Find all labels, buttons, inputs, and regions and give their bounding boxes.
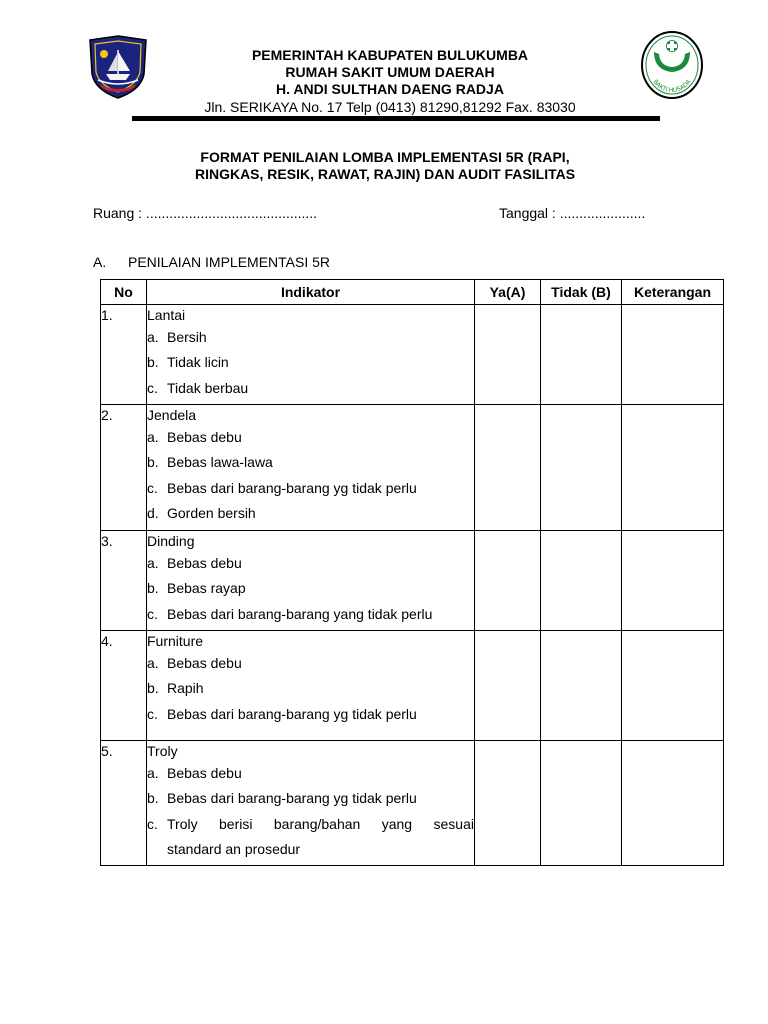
form-title-line-1: FORMAT PENILAIAN LOMBA IMPLEMENTASI 5R (RAPI, xyxy=(200,149,570,165)
hospital-name: H. ANDI SULTHAN DAENG RADJA xyxy=(276,81,504,97)
criterion-item: c. Tidak berbau xyxy=(147,379,249,396)
criterion-item: d. Gorden bersih xyxy=(147,504,256,521)
row-number: 3. xyxy=(101,531,147,631)
hospital-address: Jln. SERIKAYA No. 17 Telp (0413) 81290,81292 Fax. 83030 xyxy=(204,99,576,115)
form-title-line-2: RINGKAS, RESIK, RAWAT, RAJIN) DAN AUDIT FASILITAS xyxy=(194,166,576,182)
emblem-text: BAKTI HUSADA xyxy=(651,78,693,95)
criterion-item: a. Bebas debu xyxy=(147,765,242,781)
row-number: 2. xyxy=(101,405,147,531)
row-number: 1. xyxy=(101,305,147,405)
table-header-row xyxy=(101,280,724,305)
indicator-title: Jendela xyxy=(147,407,197,423)
indicator-title: Troly xyxy=(147,743,178,759)
header-keterangan: Keterangan xyxy=(622,280,724,305)
keterangan-cell[interactable] xyxy=(622,531,724,631)
indicator-title: Lantai xyxy=(147,307,186,323)
header-ya: Ya(A) xyxy=(475,280,541,305)
criterion-item: c. Bebas dari barang-barang yang tidak perlu xyxy=(147,605,433,622)
keterangan-cell[interactable] xyxy=(622,741,724,866)
form-title xyxy=(120,149,650,183)
indicator-cell xyxy=(147,531,475,631)
header-no: No xyxy=(101,280,147,305)
criterion-item: b. Bebas rayap xyxy=(147,580,246,597)
criterion-item: a. Bebas debu xyxy=(147,655,242,671)
keterangan-cell[interactable] xyxy=(622,631,724,741)
keterangan-cell[interactable] xyxy=(622,405,724,531)
row-number: 5. xyxy=(101,741,147,866)
criterion-item: c. Bebas dari barang-barang yg tidak perlu xyxy=(147,705,417,722)
criterion-item: b. Rapih xyxy=(147,680,204,697)
letterhead-divider xyxy=(132,116,660,121)
ya-cell[interactable] xyxy=(475,305,541,405)
indicator-cell xyxy=(147,405,475,531)
tidak-cell[interactable] xyxy=(541,631,622,741)
criterion-item: a. Bebas debu xyxy=(147,429,242,445)
header-indikator: Indikator xyxy=(147,280,475,305)
header-tidak: Tidak (B) xyxy=(541,280,622,305)
criterion-item: b. Tidak licin xyxy=(147,354,229,371)
criterion-item: a. Bebas debu xyxy=(147,555,242,571)
tanggal-field: Tanggal : ...................... xyxy=(499,205,646,221)
criterion-item: c. Bebas dari barang-barang yg tidak perlu xyxy=(147,479,417,496)
indicator-title: Furniture xyxy=(147,633,204,649)
indicator-cell xyxy=(147,305,475,405)
row-number: 4. xyxy=(101,631,147,741)
table-row xyxy=(101,405,724,531)
tidak-cell[interactable] xyxy=(541,305,622,405)
indicator-title: Dinding xyxy=(147,533,195,549)
table-row xyxy=(101,631,724,741)
criterion-item: b. Bebas lawa-lawa xyxy=(147,454,273,471)
ya-cell[interactable] xyxy=(475,631,541,741)
section-title: PENILAIAN IMPLEMENTASI 5R xyxy=(128,254,331,270)
ya-cell[interactable] xyxy=(475,531,541,631)
criterion-item: c. Troly berisi barang/bahan yang sesuai xyxy=(147,815,474,832)
tidak-cell[interactable] xyxy=(541,405,622,531)
assessment-table xyxy=(100,279,724,866)
criterion-continuation: standard an prosedur xyxy=(167,840,301,857)
tidak-cell[interactable] xyxy=(541,741,622,866)
letterhead-text xyxy=(130,47,650,116)
bakti-husada-emblem-icon xyxy=(640,30,704,100)
criterion-item: a. Bersih xyxy=(147,329,207,345)
indicator-cell xyxy=(147,631,475,741)
table-row xyxy=(101,305,724,405)
government-name: PEMERINTAH KABUPATEN BULUKUMBA xyxy=(251,47,529,63)
ya-cell[interactable] xyxy=(475,741,541,866)
keterangan-cell[interactable] xyxy=(622,305,724,405)
tidak-cell[interactable] xyxy=(541,531,622,631)
ya-cell[interactable] xyxy=(475,405,541,531)
section-letter: A. xyxy=(93,254,107,270)
ruang-field: Ruang : ............................................ xyxy=(93,205,318,221)
criterion-item: b. Bebas dari barang-barang yg tidak perlu xyxy=(147,790,417,807)
table-row xyxy=(101,531,724,631)
table-row xyxy=(101,741,724,866)
section-heading xyxy=(93,254,330,270)
letterhead xyxy=(0,0,768,130)
hospital-type: RUMAH SAKIT UMUM DAERAH xyxy=(285,64,495,80)
indicator-cell xyxy=(147,741,475,866)
